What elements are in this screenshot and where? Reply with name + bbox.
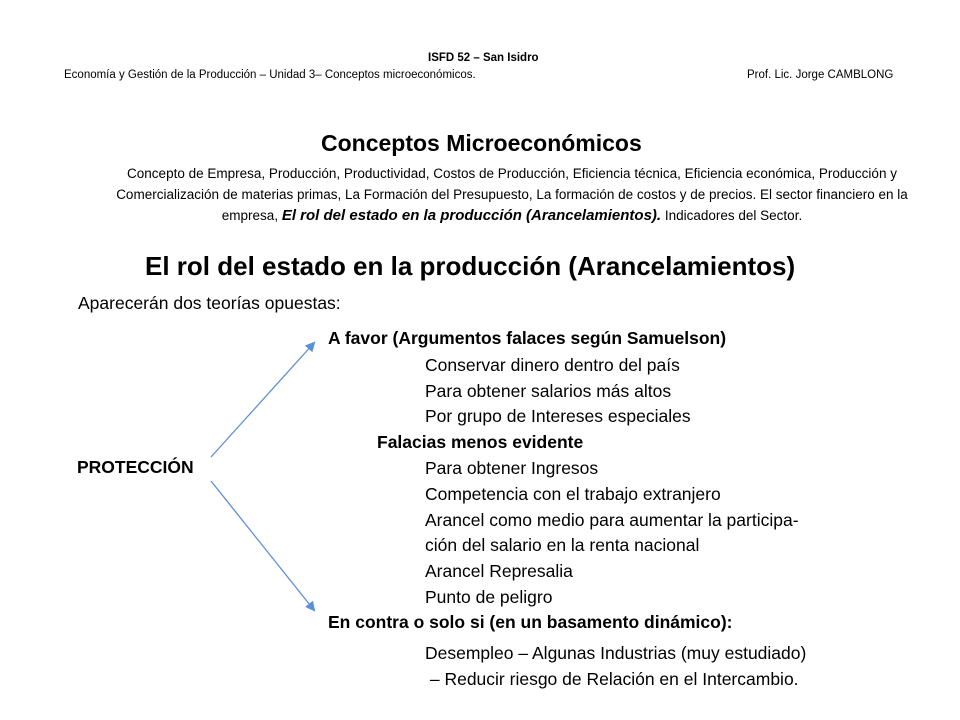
contra-item: Desempleo – Algunas Industrias (muy estudiado) (425, 643, 807, 663)
falacias-item: ción del salario en la renta nacional (425, 535, 700, 555)
contra-item: – Reducir riesgo de Relación en el Intercambio. (425, 669, 799, 689)
section-title: El rol del estado en la producción (Arancelamientos) (145, 251, 796, 281)
intro-text: Aparecerán dos teorías opuestas: (78, 293, 341, 313)
favor-heading: A favor (Argumentos falaces según Samuelson) (328, 328, 727, 348)
falacias-heading: Falacias menos evidente (377, 432, 584, 452)
arrow-up (211, 343, 314, 457)
course-name: Economía y Gestión de la Producción – Unidad 3– Conceptos microeconómicos. (64, 69, 476, 81)
arrow-down (211, 481, 314, 610)
falacias-item: Punto de peligro (425, 587, 553, 607)
topics-highlight: El rol del estado en la producción (Arancelamientos). (281, 207, 662, 224)
favor-item: Por grupo de Intereses especiales (425, 406, 691, 426)
favor-item: Para obtener salarios más altos (425, 381, 672, 401)
professor-name: Prof. Lic. Jorge CAMBLONG (747, 69, 894, 81)
contra-heading: En contra o solo si (en un basamento dinámico): (328, 612, 733, 632)
falacias-item: Arancel Represalia (425, 561, 573, 581)
falacias-item: Para obtener Ingresos (425, 458, 599, 478)
page-title: Conceptos Microeconómicos (321, 130, 642, 156)
proteccion-label: PROTECCIÓN (77, 457, 194, 477)
favor-item: Conservar dinero dentro del país (425, 355, 680, 375)
topics-text-1: Concepto de Empresa, Producción, Productividad, Costos de Producción, Eficiencia técnica, Eficiencia económica, Producción y Comercialización de materias primas, La Formación del Presupuesto, La formación de costos y de precios. El sector financiero en la empresa, (116, 166, 908, 223)
falacias-item: Competencia con el trabajo extranjero (425, 484, 721, 504)
falacias-item: Arancel como medio para aumentar la participa- (425, 510, 799, 530)
institution-name: ISFD 52 – San Isidro (428, 52, 539, 64)
topics-text-2: Indicadores del Sector. (664, 208, 803, 223)
